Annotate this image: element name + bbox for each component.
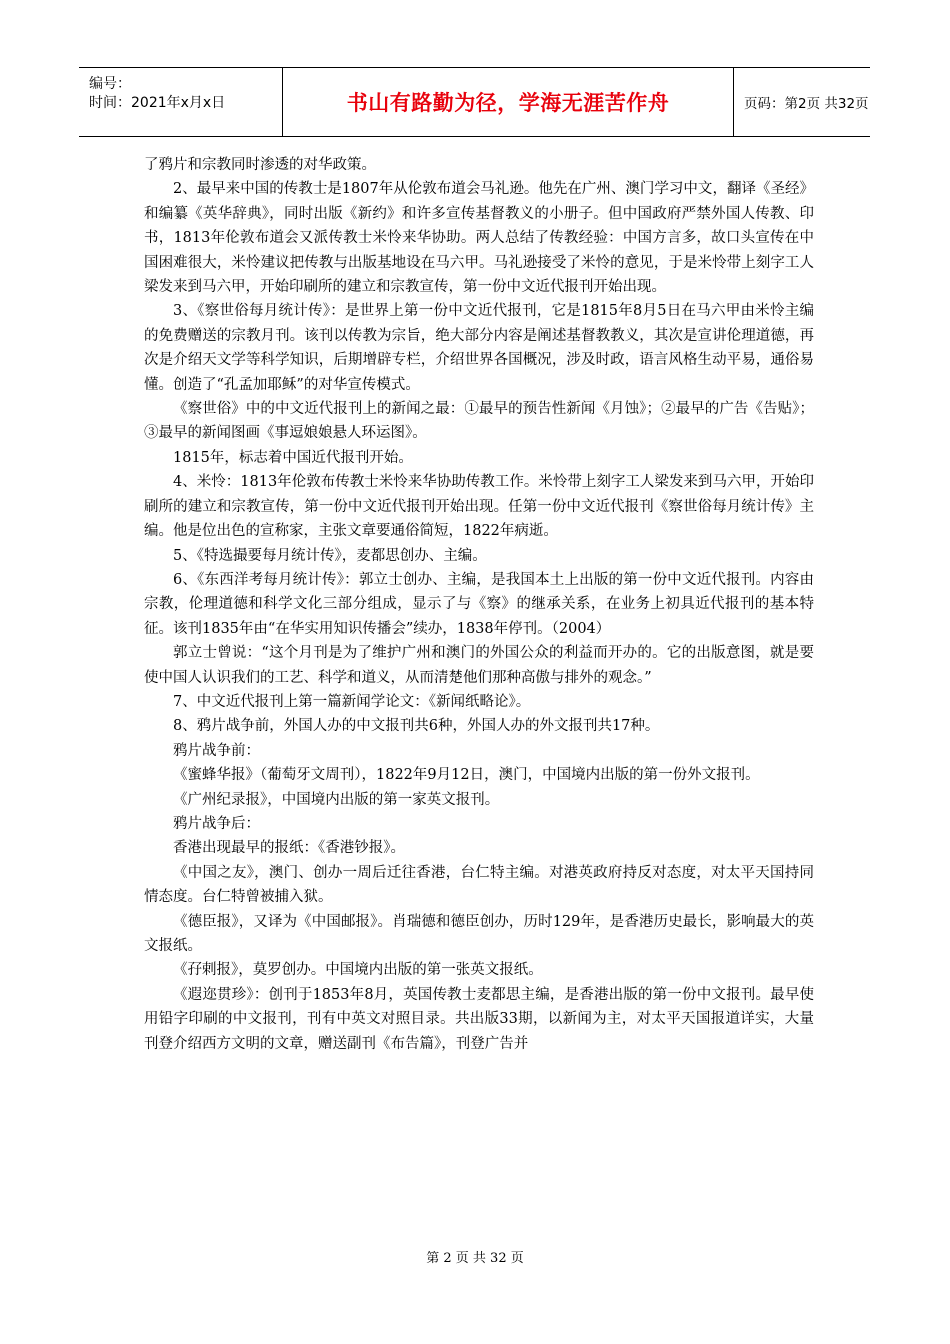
paragraph: 7、中文近代报刊上第一篇新闻学论文：《新闻纸略论》。 bbox=[173, 693, 531, 710]
paragraph: 4、米怜：1813年伦敦布传教士米怜来华协助传教工作。米怜带上刻字工人梁发来到马六甲，开始印刷所的建立和宗教宣传，第一份中文近代报刊开始出现。任第一份中文近代报刊《察世俗每月统计传》主编。他是位出色的宣称家，主张文章要通俗简短，1822年病逝。 bbox=[144, 474, 814, 540]
paragraph: 《察世俗》中的中文近代报刊上的新闻之最：①最早的预告性新闻《月蚀》；②最早的广告《告贴》；③最早的新闻图画《事逗娘娘悬人环运图》。 bbox=[144, 401, 814, 442]
header-motto-cell bbox=[283, 68, 734, 136]
page-footer: 第 2 页 共 32 页 bbox=[426, 1251, 524, 1266]
paragraph: 《德臣报》，又译为《中国邮报》。肖瑞德和德臣创办，历时129年，是香港历史最长，影响最大的英文报纸。 bbox=[144, 913, 814, 954]
paragraph: 《广州纪录报》，中国境内出版的第一家英文报刊。 bbox=[173, 791, 500, 808]
paragraph: 鸦片战争前： bbox=[173, 742, 260, 759]
paragraph: 1815年，标志着中国近代报刊开始。 bbox=[173, 449, 413, 466]
paragraph: 《孖剌报》，莫罗创办。中国境内出版的第一张英文报纸。 bbox=[173, 962, 543, 979]
document-body bbox=[144, 153, 814, 1056]
paragraph: 《蜜蜂华报》（葡萄牙文周刊），1822年9月12日，澳门，中国境内出版的第一份外文报刊。 bbox=[173, 767, 760, 784]
paragraph: 郭立士曾说：“这个月刊是为了维护广州和澳门的外国公众的利益而开办的。它的出版意图，就是要使中国人认识我们的工艺、科学和道义，从而清楚他们那种高傲与排外的观念。” bbox=[144, 645, 814, 686]
header-date-label: 时间：2021年x月x日 bbox=[89, 95, 226, 111]
header-motto: 书山有路勤为径，学海无涯苦作舟 bbox=[346, 91, 670, 115]
header-page-label: 页码：第2页 共32页 bbox=[744, 96, 869, 112]
header-page-cell bbox=[734, 68, 870, 136]
paragraph: 6、《东西洋考每月统计传》：郭立士创办、主编，是我国本土上出版的第一份中文近代报刊。内容由宗教，伦理道德和科学文化三部分组成，显示了与《察》的继承关系，在业务上初具近代报刊的基本特征。该刊1835年由“在华实用知识传播会”续办，1838年停刊。（2004） bbox=[144, 571, 814, 637]
paragraph: 《中国之友》，澳门、创办一周后迁往香港，台仁特主编。对港英政府持反对态度，对太平天国持同情态度。台仁特曾被捕入狱。 bbox=[144, 864, 814, 906]
paragraph: 《遐迩贯珍》：创刊于1853年8月，英国传教士麦都思主编，是香港出版的第一份中文报刊。最早使用铅字印刷的中文报刊，刊有中英文对照目录。共出版33期，以新闻为主，对太平天国报道详实，大量刊登介绍西方文明的文章，赠送副刊《布告篇》，刊登广告并 bbox=[144, 986, 814, 1052]
paragraph: 3、《察世俗每月统计传》：是世界上第一份中文近代报刊，它是1815年8月5日在马六甲由米怜主编的免费赠送的宗教月刊。该刊以传教为宗旨，绝大部分内容是阐述基督教教义，其次是宣讲伦理道德，再次是介绍天文学等科学知识，后期增辟专栏，介绍世界各国概况，涉及时政，语言风格生动平易，通俗易懂。创造了“孔孟加耶稣”的对华宣传模式。 bbox=[144, 303, 814, 393]
paragraph: 了鸦片和宗教同时渗透的对华政策。 bbox=[144, 157, 376, 173]
header-number-label: 编号： bbox=[89, 76, 131, 92]
paragraph: 香港出现最早的报纸：《香港钞报》。 bbox=[173, 840, 405, 857]
paragraph: 8、鸦片战争前，外国人办的中文报刊共6种，外国人办的外文报刊共17种。 bbox=[173, 718, 660, 735]
paragraph: 5、《特选撮要每月统计传》，麦都思创办、主编。 bbox=[173, 547, 487, 564]
page-header bbox=[79, 67, 870, 137]
header-info-cell bbox=[79, 68, 283, 136]
paragraph: 2、最早来中国的传教士是1807年从伦敦布道会马礼逊。他先在广州、澳门学习中文，翻译《圣经》和编纂《英华辞典》，同时出版《新约》和许多宣传基督教义的小册子。但中国政府严禁外国人传教、印书，1813年伦敦布道会又派传教士米怜来华协助。两人总结了传教经验：中国方言多，故口头宣传在中国困难很大，米怜建议把传教与出版基地设在马六甲。马礼逊接受了米怜的意见，于是米怜带上刻字工人梁发来到马六甲，开始印刷所的建立和宗教宣传，第一份中文近代报刊开始出现。 bbox=[144, 181, 814, 296]
paragraph: 鸦片战争后： bbox=[173, 815, 260, 832]
